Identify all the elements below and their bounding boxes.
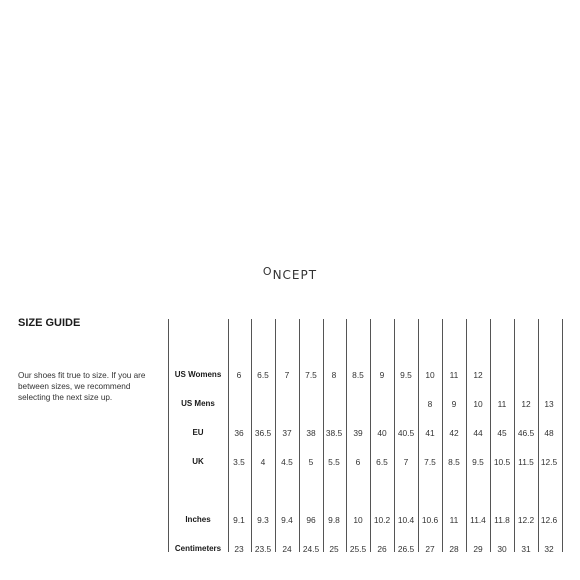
size-cell: 4: [260, 457, 266, 467]
size-cell: 38.5: [325, 428, 343, 438]
size-cell: 10: [425, 370, 435, 380]
size-cell: 7.5: [424, 457, 436, 467]
size-cell: 11.5: [518, 457, 534, 467]
size-cell: 8: [331, 370, 337, 380]
size-cell: 6.5: [257, 370, 269, 380]
size-cell: 31: [521, 544, 531, 554]
size-cell: 9.5: [400, 370, 412, 380]
size-cell: 48: [544, 428, 554, 438]
size-cell: 25: [329, 544, 339, 554]
size-cell: 12.6: [540, 515, 558, 525]
size-cell: 45: [497, 428, 507, 438]
size-cell: 9: [379, 370, 385, 380]
size-cell: 10.5: [493, 457, 511, 467]
size-cell: 23.5: [254, 544, 272, 554]
size-cell: 23: [234, 544, 244, 554]
row-label-eu: EU: [192, 428, 204, 437]
size-cell: 27: [425, 544, 435, 554]
size-cell: 11: [449, 515, 459, 525]
size-cell: 9.3: [257, 515, 269, 525]
size-cell: 24.5: [302, 544, 320, 554]
size-cell: 8.5: [352, 370, 364, 380]
size-cell: 12: [473, 370, 483, 380]
size-cell: 29: [473, 544, 483, 554]
size-cell: 9.1: [233, 515, 245, 525]
size-cell: 10: [353, 515, 363, 525]
size-cell: 40.5: [397, 428, 415, 438]
size-cell: 10.2: [373, 515, 391, 525]
row-label-uk: UK: [192, 457, 204, 466]
size-cell: 5.5: [328, 457, 340, 467]
size-cell: 41: [425, 428, 435, 438]
size-cell: 12.5: [540, 457, 558, 467]
table-column-divider: [562, 319, 563, 552]
size-cell: 40: [377, 428, 387, 438]
size-cell: 24: [282, 544, 292, 554]
row-label-us-womens: US Womens: [174, 370, 222, 379]
size-cell: 37: [282, 428, 292, 438]
size-cell: 13: [544, 399, 554, 409]
size-cell: 7.5: [305, 370, 317, 380]
size-cell: 36.5: [254, 428, 272, 438]
size-cell: 6: [355, 457, 361, 467]
size-cell: 7: [403, 457, 409, 467]
size-cell: 10.4: [397, 515, 415, 525]
size-cell: 38: [306, 428, 316, 438]
size-cell: 8.5: [448, 457, 460, 467]
size-cell: 26.5: [397, 544, 415, 554]
size-cell: 10.6: [421, 515, 439, 525]
size-cell: 46.5: [517, 428, 535, 438]
size-cell: 6.5: [376, 457, 388, 467]
size-cell: 36: [234, 428, 244, 438]
size-cell: 28: [449, 544, 459, 554]
size-guide-title: SIZE GUIDE: [18, 317, 81, 329]
size-cell: 96: [306, 515, 316, 525]
size-cell: 4.5: [281, 457, 293, 467]
size-cell: 10: [473, 399, 483, 409]
size-cell: 12.2: [517, 515, 535, 525]
size-cell: 9.8: [328, 515, 340, 525]
size-cell: 5: [308, 457, 314, 467]
brand-logo-rest: NCEPT: [272, 268, 318, 282]
row-label-us-mens: US Mens: [181, 399, 215, 408]
size-cell: 26: [377, 544, 387, 554]
size-cell: 11: [449, 370, 459, 380]
row-label-centimeters: Centimeters: [174, 544, 222, 553]
size-cell: 39: [353, 428, 363, 438]
size-cell: 12: [521, 399, 531, 409]
size-cell: 6: [236, 370, 242, 380]
size-guide-description: Our shoes fit true to size. If you are between sizes, we recommend selecting the next size up.: [18, 371, 146, 402]
size-cell: 44: [473, 428, 483, 438]
size-cell: 3.5: [233, 457, 245, 467]
brand-logo[interactable]: [0, 265, 580, 282]
size-cell: 11.8: [494, 515, 510, 525]
size-cell: 42: [449, 428, 459, 438]
size-cell: 32: [544, 544, 554, 554]
row-label-inches: Inches: [185, 515, 211, 524]
size-cell: 11: [497, 399, 507, 409]
size-cell: 11.4: [470, 515, 486, 525]
brand-logo-initial: O: [262, 265, 273, 278]
size-cell: 25.5: [349, 544, 367, 554]
size-cell: 30: [497, 544, 507, 554]
size-cell: 7: [284, 370, 290, 380]
size-cell: 9: [451, 399, 457, 409]
size-cell: 9.5: [472, 457, 484, 467]
size-cell: 8: [427, 399, 433, 409]
size-cell: 9.4: [281, 515, 293, 525]
table-column-divider: [168, 319, 169, 552]
